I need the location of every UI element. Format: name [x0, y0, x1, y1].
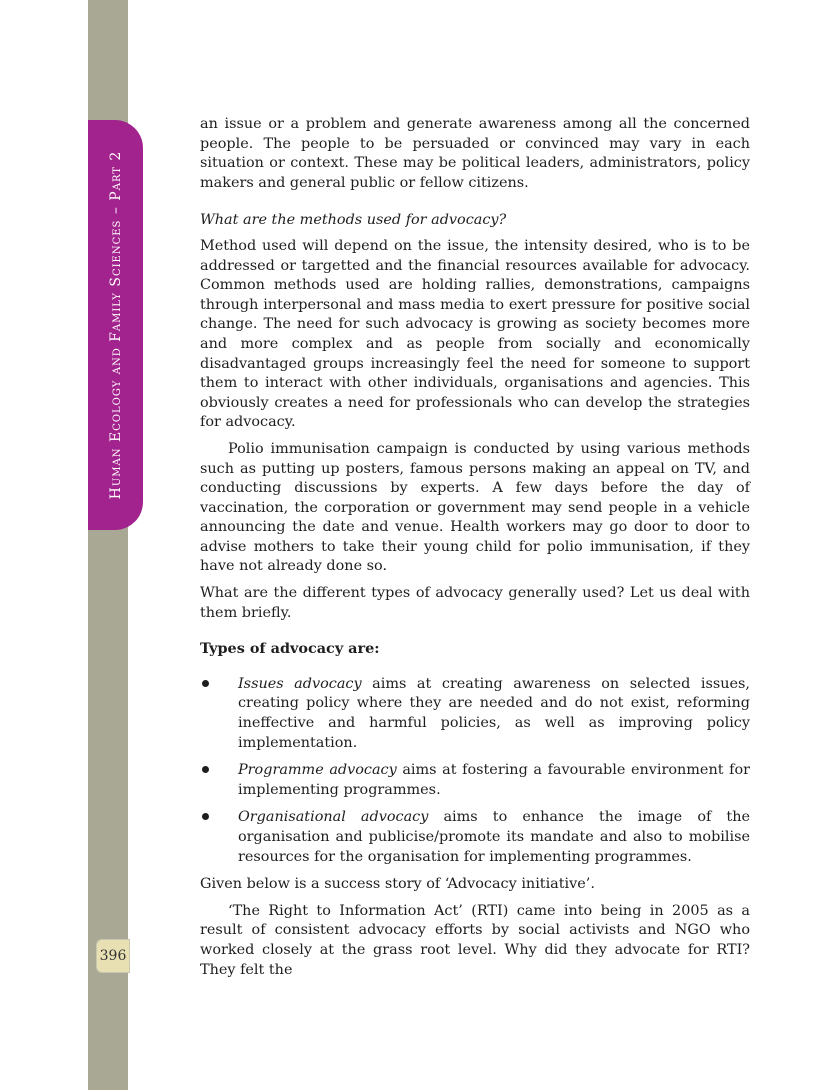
list-item: [200, 675, 750, 753]
type-term: Programme advocacy: [238, 762, 397, 779]
bullet-icon: [202, 813, 209, 820]
paragraph-intro: an issue or a problem and generate awareness among all the concerned people. The people to be persuaded or convinced may vary in each situation or context. These may be political leaders, administrators, policy makers and general public or fellow citizens.: [200, 116, 750, 191]
type-term: Organisational advocacy: [238, 809, 429, 826]
list-item: [200, 761, 750, 800]
bullet-icon: [202, 680, 209, 687]
types-list: [200, 675, 750, 867]
paragraph-methods: Method used will depend on the issue, the intensity desired, who is to be addressed or targetted and the financial resources available for advocacy. Common methods used are holding rallies, demonstrations, campaigns through interpersonal and mass media to exert pressure for positive social change. The need for such advocacy is growing as society becomes more and more complex and as people from socially and economically disadvantaged groups increasingly feel the need for someone to support them to interact with other individuals, organisations and agencies. This obviously creates a need for professionals who can develop the strategies for advocacy.: [200, 237, 750, 431]
paragraph-success-story: Given below is a success story of ‘Advocacy initiative’.: [200, 876, 595, 893]
list-item: [200, 808, 750, 867]
type-term: Issues advocacy: [238, 675, 362, 692]
bullet-icon: [202, 766, 209, 773]
type-description: aims to enhance the image of the organisation and publicise/promote its mandate and also to mobilise resources for the organisation for implementing programmes.: [238, 809, 750, 865]
type-description: aims at creating awareness on selected issues, creating policy where they are needed and do not exist, reforming ineffective and harmful policies, as well as improving policy implementation.: [238, 675, 750, 751]
type-description: aims at fostering a favourable environment for implementing programmes.: [238, 762, 750, 798]
paragraph-types-question: What are the different types of advocacy generally used? Let us deal with them briefly.: [200, 585, 750, 621]
page-body: [200, 115, 750, 980]
page-number: 396: [96, 939, 130, 973]
chapter-title: Human Ecology and Family Sciences – Part 2: [108, 150, 124, 500]
section-subheading: What are the methods used for advocacy?: [200, 212, 507, 229]
paragraph-polio: Polio immunisation campaign is conducted by using various methods such as putting up posters, famous persons making an appeal on TV, and conducting discussions by experts. A few days before the day of vaccination, the corporation or government may send people in a vehicle announcing the date and venue. Health workers may go door to door to advise mothers to take their young child for polio immunisation, if they have not already done so.: [200, 440, 750, 575]
types-heading: Types of advocacy are:: [200, 640, 380, 658]
paragraph-rti: ‘The Right to Information Act’ (RTI) came into being in 2005 as a result of consistent advocacy efforts by social activists and NGO who worked closely at the grass root level. Why did they advocate for RTI? They felt the: [200, 902, 750, 978]
